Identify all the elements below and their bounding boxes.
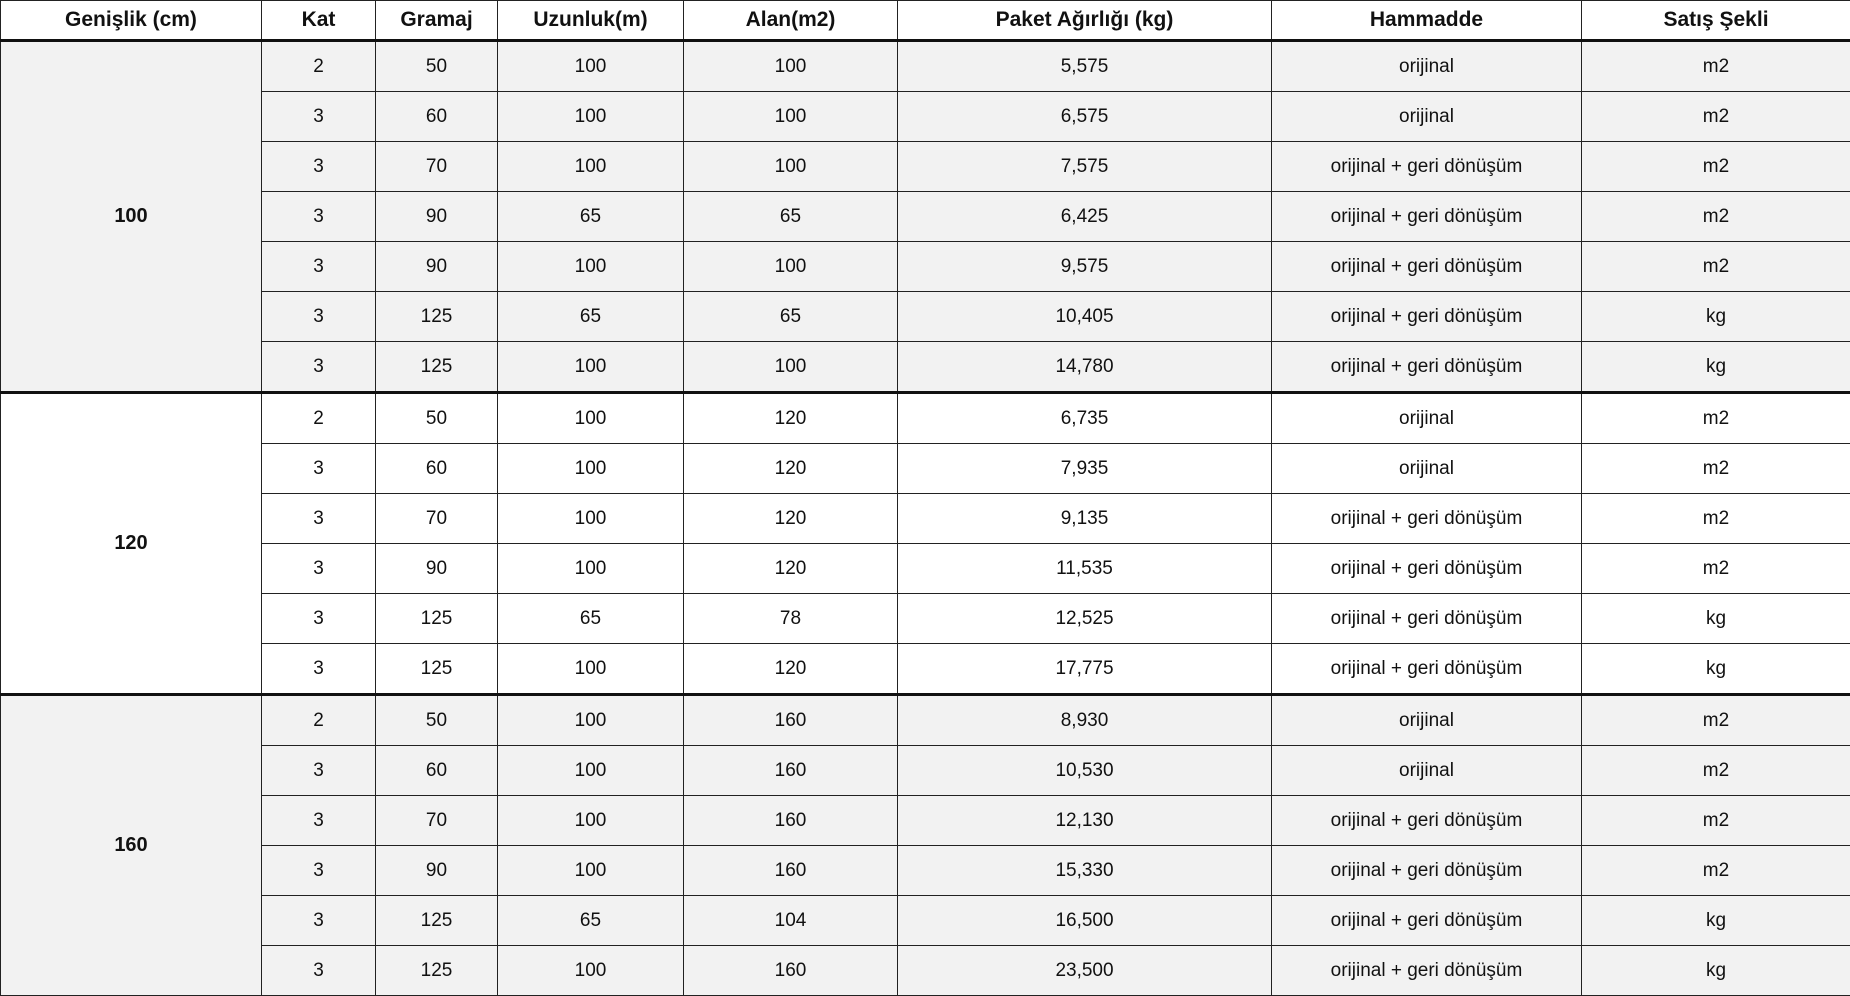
area-cell: 65 — [684, 292, 898, 342]
header-area: Alan(m2) — [684, 1, 898, 41]
table-row — [1, 695, 1850, 746]
table-row — [1, 796, 1850, 846]
ply-cell: 3 — [262, 796, 376, 846]
grammage-cell: 70 — [376, 494, 498, 544]
length-cell: 65 — [498, 594, 684, 644]
sale-unit-cell: kg — [1582, 644, 1850, 695]
raw-material-cell: orijinal + geri dönüşüm — [1272, 796, 1582, 846]
raw-material-cell: orijinal + geri dönüşüm — [1272, 292, 1582, 342]
header-sale-unit: Satış Şekli — [1582, 1, 1850, 41]
area-cell: 100 — [684, 92, 898, 142]
table-row — [1, 544, 1850, 594]
grammage-cell: 90 — [376, 544, 498, 594]
sale-unit-cell: kg — [1582, 292, 1850, 342]
area-cell: 120 — [684, 393, 898, 444]
ply-cell: 3 — [262, 544, 376, 594]
width-group-cell: 100 — [1, 41, 262, 393]
sale-unit-cell: m2 — [1582, 192, 1850, 242]
sale-unit-cell: kg — [1582, 896, 1850, 946]
header-grammage: Gramaj — [376, 1, 498, 41]
package-weight-cell: 6,575 — [898, 92, 1272, 142]
table-row — [1, 644, 1850, 695]
ply-cell: 3 — [262, 846, 376, 896]
raw-material-cell: orijinal — [1272, 444, 1582, 494]
table-row — [1, 292, 1850, 342]
grammage-cell: 125 — [376, 594, 498, 644]
length-cell: 100 — [498, 644, 684, 695]
sale-unit-cell: m2 — [1582, 494, 1850, 544]
grammage-cell: 60 — [376, 444, 498, 494]
package-weight-cell: 23,500 — [898, 946, 1272, 996]
table-row — [1, 142, 1850, 192]
ply-cell: 3 — [262, 142, 376, 192]
ply-cell: 3 — [262, 494, 376, 544]
grammage-cell: 60 — [376, 746, 498, 796]
table-row — [1, 342, 1850, 393]
package-weight-cell: 16,500 — [898, 896, 1272, 946]
grammage-cell: 50 — [376, 695, 498, 746]
ply-cell: 3 — [262, 746, 376, 796]
table-row — [1, 846, 1850, 896]
grammage-cell: 125 — [376, 946, 498, 996]
ply-cell: 2 — [262, 41, 376, 92]
ply-cell: 2 — [262, 393, 376, 444]
table-row — [1, 41, 1850, 92]
ply-cell: 3 — [262, 242, 376, 292]
area-cell: 100 — [684, 342, 898, 393]
width-group-cell: 120 — [1, 393, 262, 695]
raw-material-cell: orijinal + geri dönüşüm — [1272, 594, 1582, 644]
area-cell: 100 — [684, 142, 898, 192]
grammage-cell: 125 — [376, 644, 498, 695]
sale-unit-cell: m2 — [1582, 41, 1850, 92]
area-cell: 120 — [684, 444, 898, 494]
area-cell: 78 — [684, 594, 898, 644]
ply-cell: 3 — [262, 444, 376, 494]
table-row — [1, 896, 1850, 946]
width-group-cell: 160 — [1, 695, 262, 996]
length-cell: 65 — [498, 896, 684, 946]
raw-material-cell: orijinal + geri dönüşüm — [1272, 946, 1582, 996]
area-cell: 120 — [684, 544, 898, 594]
sale-unit-cell: m2 — [1582, 746, 1850, 796]
length-cell: 100 — [498, 393, 684, 444]
package-weight-cell: 6,735 — [898, 393, 1272, 444]
package-weight-cell: 7,935 — [898, 444, 1272, 494]
header-row — [1, 1, 1850, 41]
length-cell: 100 — [498, 796, 684, 846]
length-cell: 100 — [498, 142, 684, 192]
sale-unit-cell: kg — [1582, 342, 1850, 393]
raw-material-cell: orijinal + geri dönüşüm — [1272, 846, 1582, 896]
sale-unit-cell: m2 — [1582, 444, 1850, 494]
length-cell: 100 — [498, 746, 684, 796]
package-weight-cell: 9,135 — [898, 494, 1272, 544]
sale-unit-cell: kg — [1582, 594, 1850, 644]
length-cell: 100 — [498, 342, 684, 393]
table-row — [1, 92, 1850, 142]
package-weight-cell: 12,525 — [898, 594, 1272, 644]
ply-cell: 3 — [262, 192, 376, 242]
package-weight-cell: 8,930 — [898, 695, 1272, 746]
table-row — [1, 242, 1850, 292]
table-header — [1, 1, 1850, 41]
grammage-cell: 70 — [376, 142, 498, 192]
table-row — [1, 192, 1850, 242]
ply-cell: 2 — [262, 695, 376, 746]
grammage-cell: 50 — [376, 393, 498, 444]
grammage-cell: 70 — [376, 796, 498, 846]
area-cell: 120 — [684, 494, 898, 544]
length-cell: 65 — [498, 192, 684, 242]
header-raw-material: Hammadde — [1272, 1, 1582, 41]
table-row — [1, 393, 1850, 444]
raw-material-cell: orijinal + geri dönüşüm — [1272, 896, 1582, 946]
length-cell: 100 — [498, 544, 684, 594]
area-cell: 100 — [684, 242, 898, 292]
package-weight-cell: 10,530 — [898, 746, 1272, 796]
grammage-cell: 125 — [376, 896, 498, 946]
table-row — [1, 494, 1850, 544]
ply-cell: 3 — [262, 292, 376, 342]
ply-cell: 3 — [262, 896, 376, 946]
package-weight-cell: 15,330 — [898, 846, 1272, 896]
package-weight-cell: 9,575 — [898, 242, 1272, 292]
header-package-weight: Paket Ağırlığı (kg) — [898, 1, 1272, 41]
grammage-cell: 90 — [376, 846, 498, 896]
header-length: Uzunluk(m) — [498, 1, 684, 41]
length-cell: 100 — [498, 494, 684, 544]
area-cell: 120 — [684, 644, 898, 695]
package-weight-cell: 12,130 — [898, 796, 1272, 846]
grammage-cell: 125 — [376, 292, 498, 342]
grammage-cell: 50 — [376, 41, 498, 92]
area-cell: 65 — [684, 192, 898, 242]
table-body — [1, 41, 1850, 996]
raw-material-cell: orijinal + geri dönüşüm — [1272, 142, 1582, 192]
sale-unit-cell: m2 — [1582, 393, 1850, 444]
area-cell: 160 — [684, 846, 898, 896]
raw-material-cell: orijinal + geri dönüşüm — [1272, 242, 1582, 292]
length-cell: 100 — [498, 695, 684, 746]
package-weight-cell: 17,775 — [898, 644, 1272, 695]
length-cell: 100 — [498, 242, 684, 292]
area-cell: 160 — [684, 746, 898, 796]
raw-material-cell: orijinal — [1272, 695, 1582, 746]
length-cell: 100 — [498, 92, 684, 142]
sale-unit-cell: m2 — [1582, 242, 1850, 292]
header-ply: Kat — [262, 1, 376, 41]
area-cell: 160 — [684, 946, 898, 996]
ply-cell: 3 — [262, 946, 376, 996]
package-weight-cell: 14,780 — [898, 342, 1272, 393]
raw-material-cell: orijinal — [1272, 41, 1582, 92]
table-row — [1, 444, 1850, 494]
length-cell: 100 — [498, 846, 684, 896]
header-width: Genişlik (cm) — [1, 1, 262, 41]
raw-material-cell: orijinal + geri dönüşüm — [1272, 644, 1582, 695]
length-cell: 100 — [498, 444, 684, 494]
raw-material-cell: orijinal — [1272, 393, 1582, 444]
raw-material-cell: orijinal + geri dönüşüm — [1272, 192, 1582, 242]
sale-unit-cell: m2 — [1582, 695, 1850, 746]
package-weight-cell: 5,575 — [898, 41, 1272, 92]
package-weight-cell: 11,535 — [898, 544, 1272, 594]
grammage-cell: 60 — [376, 92, 498, 142]
sale-unit-cell: kg — [1582, 946, 1850, 996]
ply-cell: 3 — [262, 92, 376, 142]
raw-material-cell: orijinal + geri dönüşüm — [1272, 544, 1582, 594]
sale-unit-cell: m2 — [1582, 544, 1850, 594]
ply-cell: 3 — [262, 594, 376, 644]
table-row — [1, 746, 1850, 796]
grammage-cell: 90 — [376, 192, 498, 242]
grammage-cell: 90 — [376, 242, 498, 292]
ply-cell: 3 — [262, 644, 376, 695]
sale-unit-cell: m2 — [1582, 846, 1850, 896]
area-cell: 160 — [684, 695, 898, 746]
raw-material-cell: orijinal — [1272, 746, 1582, 796]
ply-cell: 3 — [262, 342, 376, 393]
length-cell: 100 — [498, 946, 684, 996]
raw-material-cell: orijinal + geri dönüşüm — [1272, 494, 1582, 544]
package-weight-cell: 7,575 — [898, 142, 1272, 192]
sale-unit-cell: m2 — [1582, 796, 1850, 846]
sale-unit-cell: m2 — [1582, 142, 1850, 192]
area-cell: 104 — [684, 896, 898, 946]
raw-material-cell: orijinal — [1272, 92, 1582, 142]
area-cell: 160 — [684, 796, 898, 846]
length-cell: 100 — [498, 41, 684, 92]
table-row — [1, 594, 1850, 644]
grammage-cell: 125 — [376, 342, 498, 393]
package-weight-cell: 6,425 — [898, 192, 1272, 242]
sale-unit-cell: m2 — [1582, 92, 1850, 142]
area-cell: 100 — [684, 41, 898, 92]
table-row — [1, 946, 1850, 996]
length-cell: 65 — [498, 292, 684, 342]
package-weight-cell: 10,405 — [898, 292, 1272, 342]
raw-material-cell: orijinal + geri dönüşüm — [1272, 342, 1582, 393]
